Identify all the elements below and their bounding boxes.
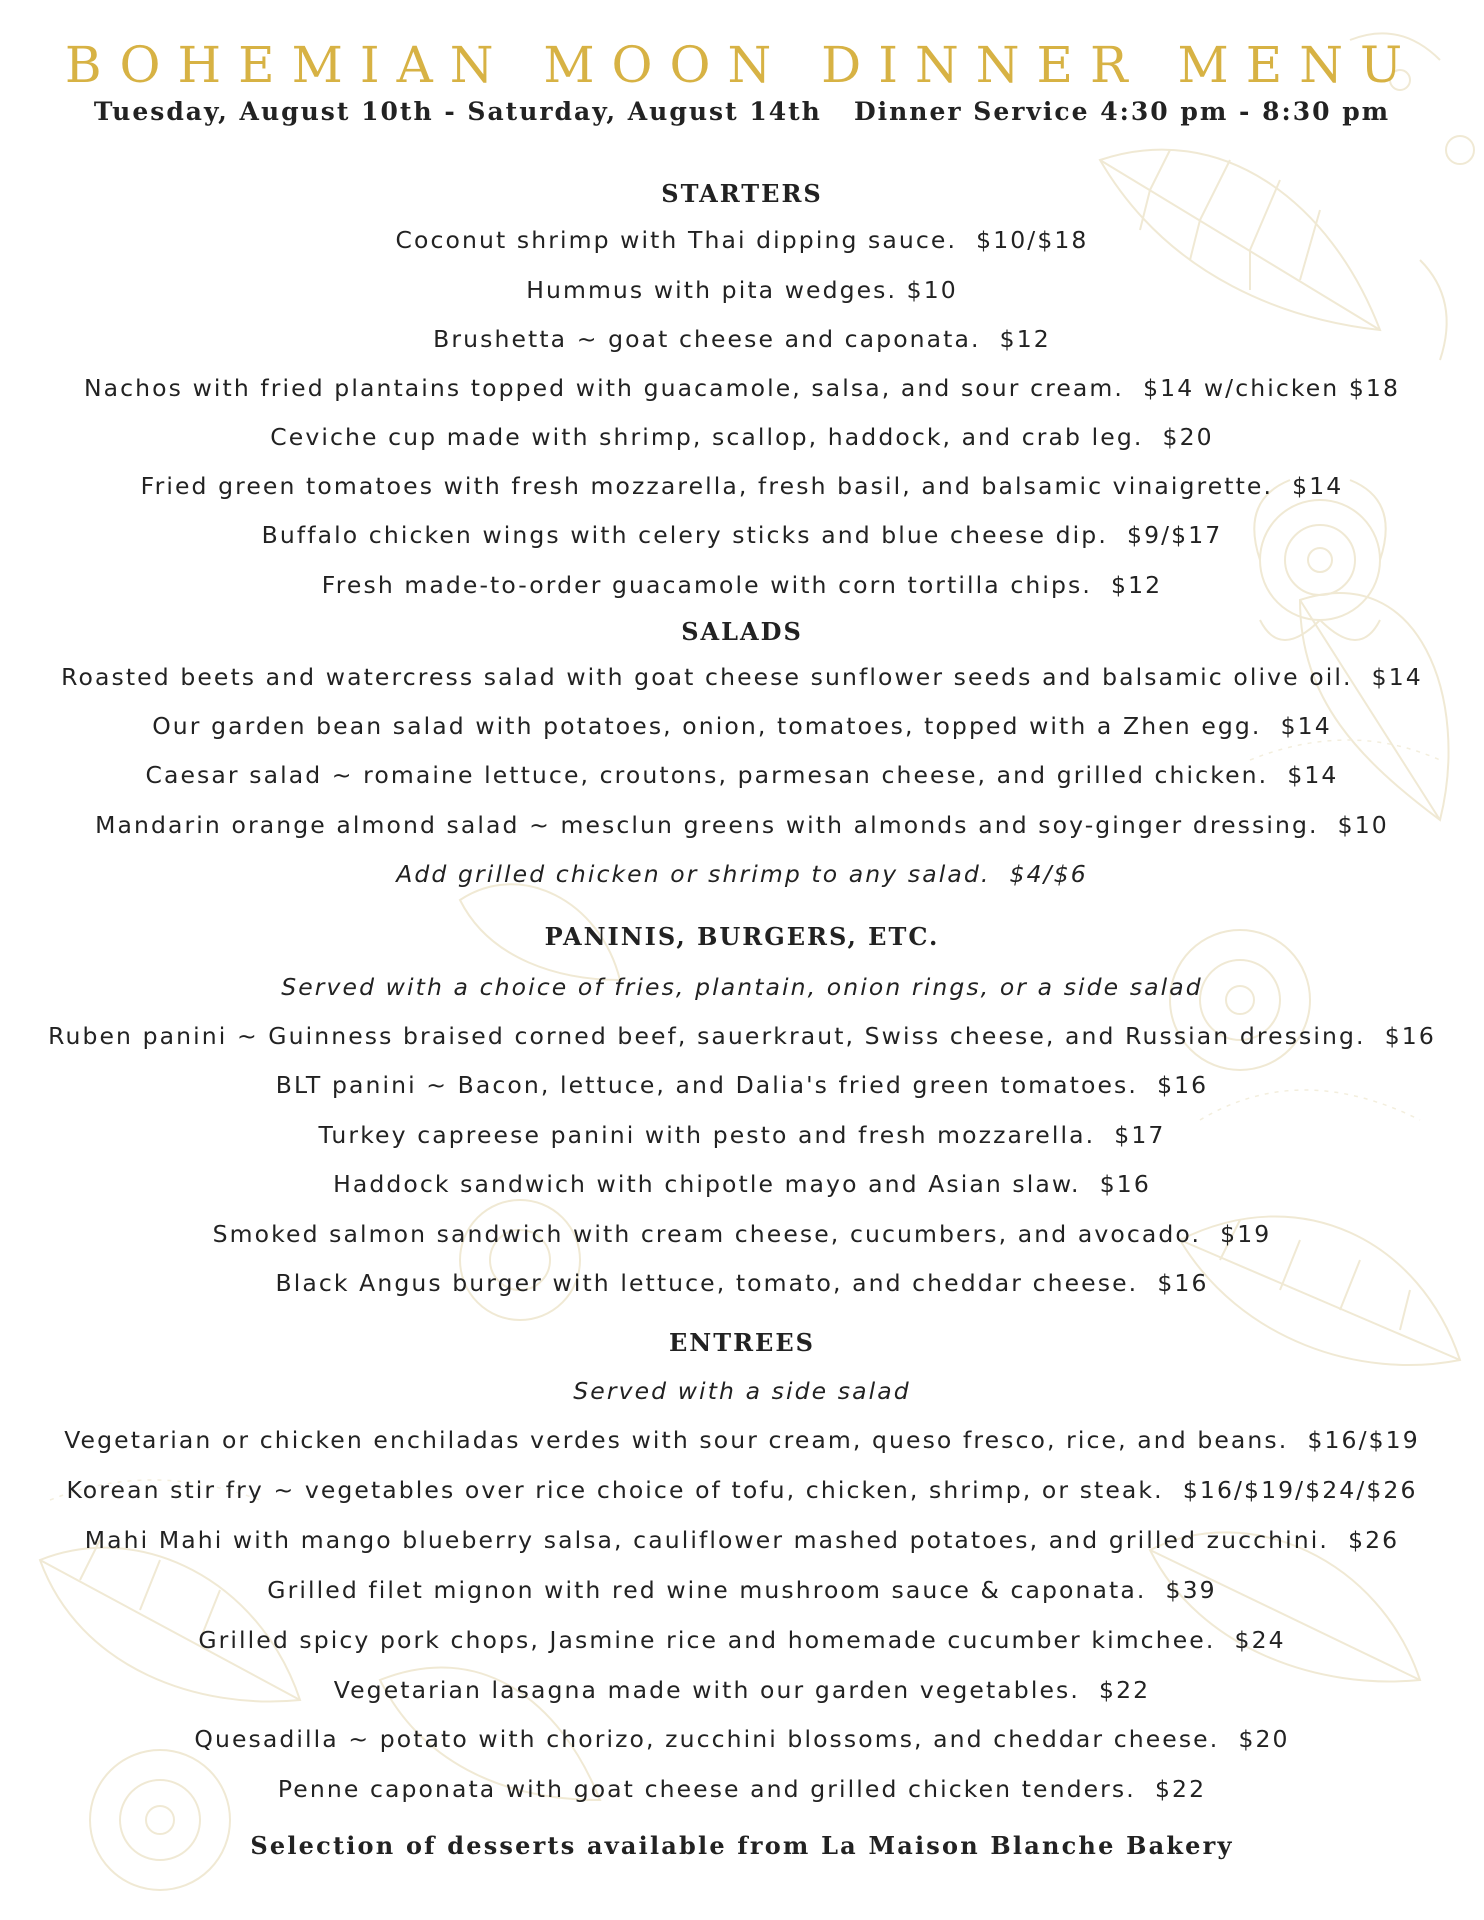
entree-item: Vegetarian lasagna made with our garden vegetables. $22	[333, 1676, 1151, 1704]
salads-addon-note: Add grilled chicken or shrimp to any salad. $4/$6	[396, 860, 1088, 888]
panini-item: Smoked salmon sandwich with cream cheese, cucumbers, and avocado. $19	[212, 1220, 1272, 1248]
starters-heading: STARTERS	[661, 179, 823, 208]
starter-item: Fried green tomatoes with fresh mozzarella, fresh basil, and balsamic vinaigrette. $14	[140, 472, 1344, 500]
entree-item: Grilled spicy pork chops, Jasmine rice and homemade cucumber kimchee. $24	[198, 1626, 1286, 1654]
salad-item: Caesar salad ~ romaine lettuce, croutons, parmesan cheese, and grilled chicken. $14	[145, 761, 1339, 789]
paninis-heading: PANINIS, BURGERS, ETC.	[544, 922, 940, 951]
panini-item: Haddock sandwich with chipotle mayo and Asian slaw. $16	[333, 1170, 1151, 1198]
starter-item: Nachos with fried plantains topped with guacamole, salsa, and sour cream. $14 w/chicken $18	[83, 374, 1401, 402]
starter-item: Hummus with pita wedges. $10	[526, 276, 958, 304]
panini-item: Black Angus burger with lettuce, tomato, and cheddar cheese. $16	[275, 1269, 1209, 1297]
panini-item: Turkey capreese panini with pesto and fresh mozzarella. $17	[318, 1121, 1166, 1149]
entree-item: Korean stir fry ~ vegetables over rice choice of tofu, chicken, shrimp, or steak. $16/$19/$24/$26	[66, 1476, 1418, 1504]
entrees-side-note: Served with a side salad	[573, 1377, 911, 1405]
starter-item: Brushetta ~ goat cheese and caponata. $12	[433, 325, 1051, 353]
entree-item: Penne caponata with goat cheese and grilled chicken tenders. $22	[277, 1775, 1207, 1803]
starter-item: Coconut shrimp with Thai dipping sauce. $10/$18	[395, 226, 1089, 254]
starter-item: Buffalo chicken wings with celery sticks and blue cheese dip. $9/$17	[261, 521, 1223, 549]
entree-item: Quesadilla ~ potato with chorizo, zucchini blossoms, and cheddar cheese. $20	[194, 1725, 1290, 1753]
desserts-footer: Selection of desserts available from La Maison Blanche Bakery	[250, 1831, 1234, 1860]
panini-item: BLT panini ~ Bacon, lettuce, and Dalia's fried green tomatoes. $16	[275, 1071, 1209, 1099]
entree-item: Mahi Mahi with mango blueberry salsa, cauliflower mashed potatoes, and grilled zucchini. $26	[84, 1526, 1400, 1554]
menu-title: BOHEMIAN MOON DINNER MENU	[64, 36, 1420, 94]
entrees-heading: ENTREES	[669, 1328, 815, 1357]
entree-item: Vegetarian or chicken enchiladas verdes with sour cream, queso fresco, rice, and beans. $16/$19	[64, 1426, 1420, 1454]
salad-item: Mandarin orange almond salad ~ mesclun greens with almonds and soy-ginger dressing. $10	[95, 811, 1389, 839]
starter-item: Fresh made-to-order guacamole with corn tortilla chips. $12	[321, 571, 1163, 599]
salad-item: Our garden bean salad with potatoes, onion, tomatoes, topped with a Zhen egg. $14	[152, 712, 1332, 740]
entree-item: Grilled filet mignon with red wine mushroom sauce & caponata. $39	[267, 1576, 1217, 1604]
menu-dates-and-hours: Tuesday, August 10th - Saturday, August 14th Dinner Service 4:30 pm - 8:30 pm	[93, 97, 1391, 126]
salads-heading: SALADS	[681, 617, 803, 646]
paninis-sides-note: Served with a choice of fries, plantain, onion rings, or a side salad	[281, 973, 1203, 1001]
salad-item: Roasted beets and watercress salad with goat cheese sunflower seeds and balsamic olive oil. $14	[61, 663, 1423, 691]
panini-item: Ruben panini ~ Guinness braised corned beef, sauerkraut, Swiss cheese, and Russian dressing. $16	[48, 1022, 1436, 1050]
starter-item: Ceviche cup made with shrimp, scallop, haddock, and crab leg. $20	[270, 423, 1214, 451]
